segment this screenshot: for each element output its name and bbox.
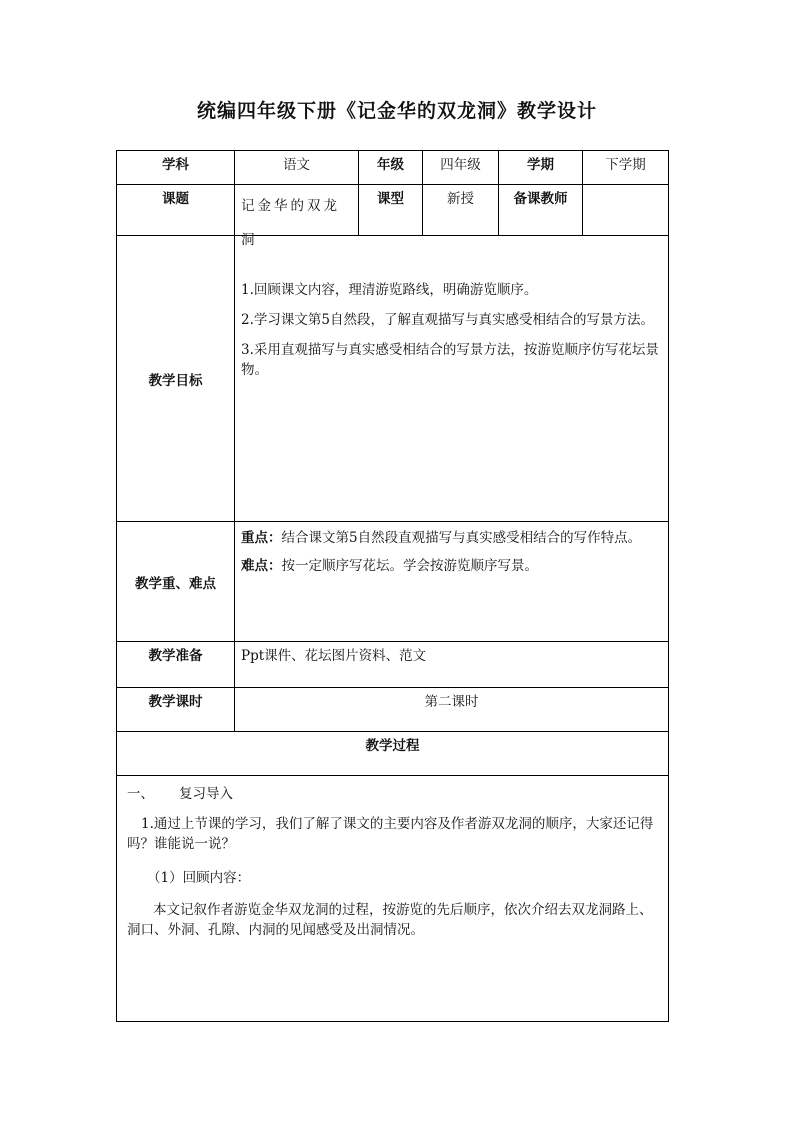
page-title: 统编四年级下册《记金华的双龙洞》教学设计 (196, 100, 597, 122)
goal-item: 3.采用直观描写与真实感受相结合的写景方法，按游览顺序仿写花坛景物。 (241, 342, 659, 378)
topic-value: 记金华的双龙洞 (241, 198, 340, 248)
period-value: 第二课时 (235, 688, 669, 732)
process-body (117, 776, 669, 1022)
goals-label: 教学目标 (117, 236, 235, 522)
term-label: 学期 (499, 151, 583, 185)
grade-value: 四年级 (423, 151, 499, 185)
goals-content (235, 236, 669, 522)
teacher-label: 备课教师 (499, 185, 583, 236)
subject-label: 学科 (117, 151, 235, 185)
lesson-plan-table (116, 150, 669, 1022)
topic-cell (235, 185, 359, 248)
period-label: 教学课时 (117, 688, 235, 732)
goal-item: 2.学习课文第5自然段，了解直观描写与真实感受相结合的写景方法。 (241, 312, 654, 328)
question-paragraph: 1.通过上节课的学习，我们了解了课文的主要内容及作者游双龙洞的顺序，大家还记得吗？谁能说一说？ (127, 816, 654, 852)
term-value: 下学期 (583, 151, 669, 185)
goal-item: 1.回顾课文内容，理清游览路线，明确游览顺序。 (241, 282, 538, 298)
difficulty-label: 难点： (241, 558, 282, 574)
key-point-text: 结合课文第5自然段直观描写与真实感受相结合的写作特点。 (281, 530, 642, 546)
keypoints-content (235, 522, 669, 642)
goals-row (117, 236, 669, 522)
grade-label: 年级 (359, 151, 423, 185)
info-row-2 (117, 185, 669, 236)
difficulty-point (241, 556, 664, 576)
key-point-label: 重点： (241, 530, 282, 546)
subject-value: 语文 (235, 151, 359, 185)
section-heading (127, 784, 660, 804)
process-heading: 教学过程 (117, 732, 669, 776)
section-number: 一、 (127, 786, 154, 802)
sub-heading: （1）回顾内容： (147, 870, 251, 886)
difficulty-text: 按一定顺序写花坛。学会按游览顺序写景。 (281, 558, 538, 574)
key-point (241, 528, 664, 548)
info-row-1 (117, 151, 669, 185)
keypoints-label: 教学重、难点 (117, 522, 235, 642)
section-title: 复习导入 (179, 786, 233, 802)
teacher-value (583, 185, 669, 236)
type-label: 课型 (359, 185, 423, 236)
process-body-row (117, 776, 669, 1022)
preparation-label: 教学准备 (117, 642, 235, 688)
preparation-value: Ppt课件、花坛图片资料、范文 (235, 642, 669, 688)
keypoints-row (117, 522, 669, 642)
period-row (117, 688, 669, 732)
type-value: 新授 (423, 185, 499, 236)
body-paragraph: 本文记叙作者游览金华双龙洞的过程，按游览的先后顺序，依次介绍去双龙洞路上、洞口、外洞、孔隙、内洞的见闻感受及出洞情况。 (127, 902, 653, 938)
preparation-row (117, 642, 669, 688)
topic-label: 课题 (117, 185, 235, 236)
process-heading-row (117, 732, 669, 776)
